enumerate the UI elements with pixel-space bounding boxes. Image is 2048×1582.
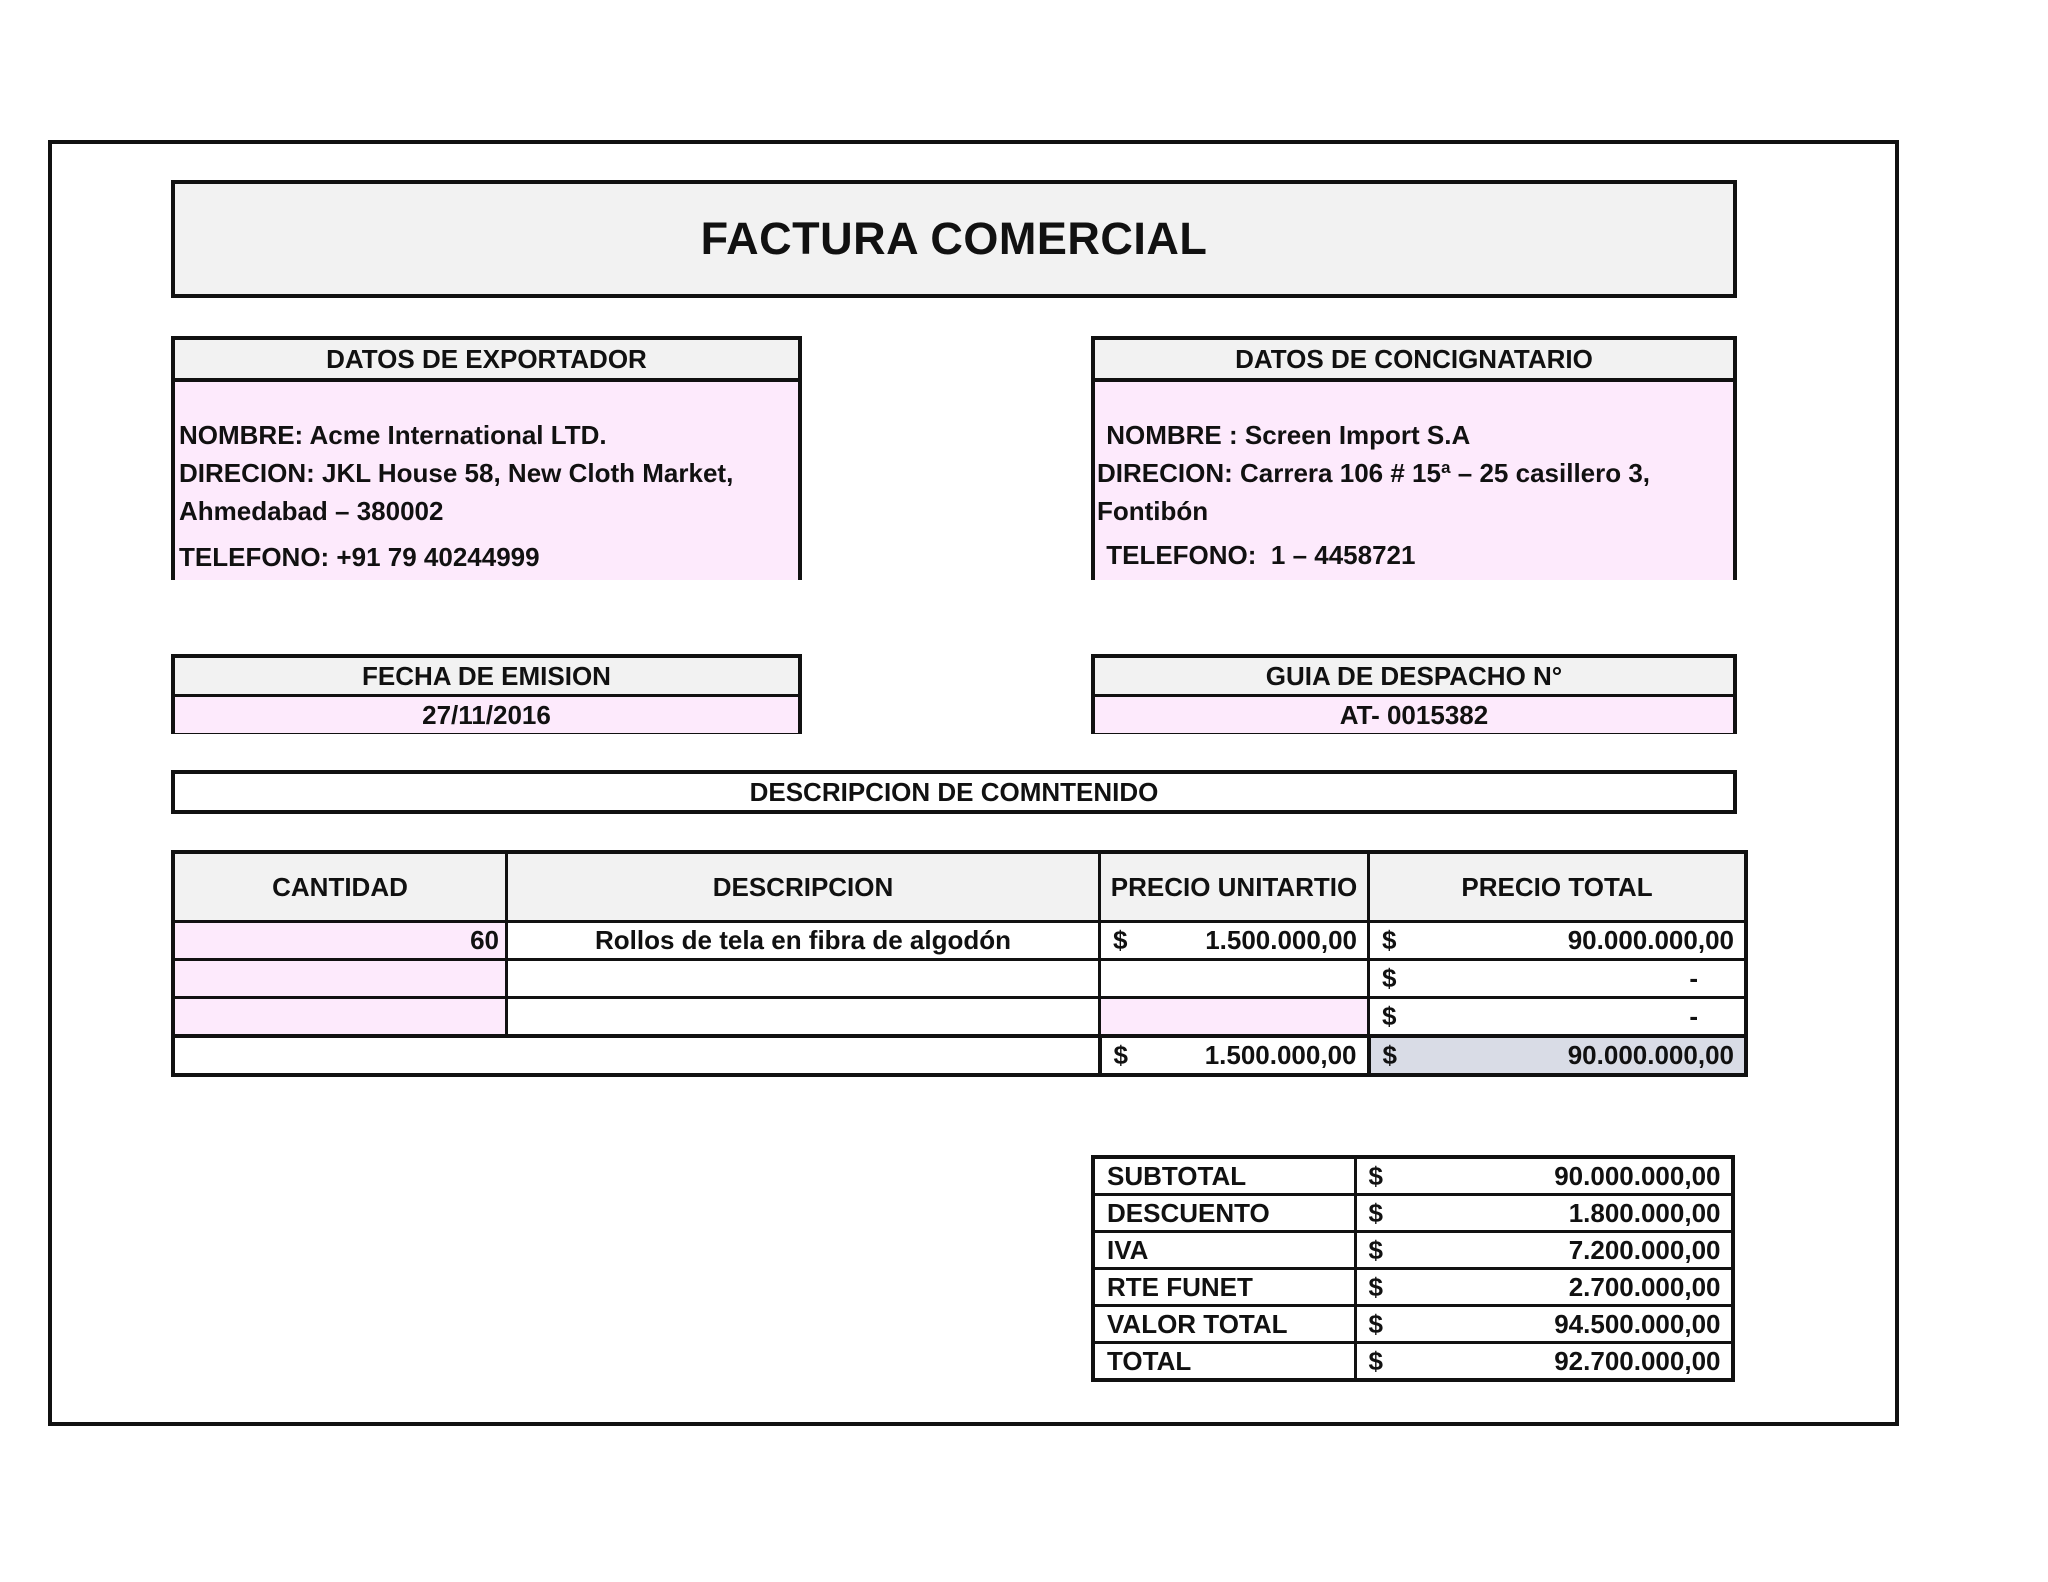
cell-cantidad: [173, 960, 507, 998]
table-row: [173, 960, 1746, 998]
guia-panel: [1091, 654, 1737, 734]
totals-row-valor-total: [1093, 1306, 1733, 1343]
valor-total-cell: [1355, 1306, 1733, 1343]
currency-symbol: $: [1368, 1160, 1383, 1191]
consignatario-direccion-2: Fontibón: [1097, 496, 1209, 526]
items-header-row: [173, 852, 1746, 922]
total-value: -: [1689, 1001, 1698, 1031]
iva-cell: [1355, 1232, 1733, 1269]
valor-total-label: VALOR TOTAL: [1093, 1306, 1355, 1343]
sum-total-value: 90.000.000,00: [1567, 1040, 1734, 1070]
cell-precio-unitario: [1100, 922, 1369, 960]
currency-symbol: $: [1382, 963, 1397, 993]
header-descripcion: DESCRIPCION: [507, 852, 1100, 922]
currency-symbol: $: [1368, 1308, 1383, 1339]
rte-funet-cell: [1355, 1269, 1733, 1306]
header-precio-unitario: PRECIO UNITARTIO: [1100, 852, 1369, 922]
exportador-telefono: TELEFONO: +91 79 40244999: [179, 542, 540, 572]
exportador-direccion-1: DIRECION: JKL House 58, New Cloth Market,: [179, 458, 734, 488]
rte-funet-value: 2.700.000,00: [1568, 1271, 1721, 1302]
consignatario-body: [1095, 382, 1733, 580]
document-title: FACTURA COMERCIAL: [171, 180, 1737, 298]
sum-empty-cell: [173, 1036, 507, 1075]
cell-precio-unitario: [1100, 998, 1369, 1037]
cell-precio-unitario: [1100, 960, 1369, 998]
cell-descripcion: [507, 960, 1100, 998]
totals-row-iva: [1093, 1232, 1733, 1269]
currency-symbol: $: [1368, 1345, 1383, 1376]
currency-symbol: $: [1382, 1001, 1397, 1031]
currency-symbol: $: [1382, 925, 1397, 955]
sum-precio-unitario: [1100, 1036, 1369, 1075]
descuento-value: 1.800.000,00: [1568, 1197, 1721, 1228]
cell-cantidad: 60: [173, 922, 507, 960]
totals-row-descuento: [1093, 1195, 1733, 1232]
sum-row: [173, 1036, 1746, 1075]
currency-symbol: $: [1368, 1271, 1383, 1302]
iva-label: IVA: [1093, 1232, 1355, 1269]
totals-row-total: [1093, 1343, 1733, 1381]
header-cantidad: CANTIDAD: [173, 852, 507, 922]
subtotal-label: SUBTOTAL: [1093, 1157, 1355, 1195]
exportador-body: [175, 382, 798, 580]
subtotal-value: 90.000.000,00: [1554, 1160, 1721, 1191]
totals-row-subtotal: [1093, 1157, 1733, 1195]
cell-precio-total: [1369, 922, 1747, 960]
currency-symbol: $: [1113, 925, 1128, 955]
exportador-heading: DATOS DE EXPORTADOR: [175, 340, 798, 382]
exportador-direccion-2: Ahmedabad – 380002: [179, 496, 444, 526]
items-table: [171, 850, 1748, 1077]
valor-total-value: 94.500.000,00: [1554, 1308, 1721, 1339]
unitario-value: 1.500.000,00: [1205, 925, 1357, 955]
iva-value: 7.200.000,00: [1568, 1234, 1721, 1265]
totals-table: [1091, 1155, 1735, 1382]
sum-empty-cell: [507, 1036, 1100, 1075]
total-final-value: 92.700.000,00: [1554, 1345, 1721, 1376]
table-row: [173, 998, 1746, 1037]
currency-symbol: $: [1368, 1197, 1383, 1228]
cell-descripcion: Rollos de tela en fibra de algodón: [507, 922, 1100, 960]
cell-descripcion: [507, 998, 1100, 1037]
descuento-label: DESCUENTO: [1093, 1195, 1355, 1232]
total-value: -: [1689, 963, 1698, 993]
cell-precio-total: [1369, 960, 1747, 998]
rte-funet-label: RTE FUNET: [1093, 1269, 1355, 1306]
exportador-nombre: NOMBRE: Acme International LTD.: [179, 420, 607, 450]
currency-symbol: $: [1382, 1040, 1397, 1070]
fecha-value: 27/11/2016: [175, 697, 798, 733]
total-value: 90.000.000,00: [1567, 925, 1734, 955]
exportador-panel: [171, 336, 802, 580]
subtotal-cell: [1355, 1157, 1733, 1195]
totals-row-rte-funet: [1093, 1269, 1733, 1306]
guia-value: AT- 0015382: [1095, 697, 1733, 733]
header-precio-total: PRECIO TOTAL: [1369, 852, 1747, 922]
currency-symbol: $: [1113, 1040, 1128, 1070]
total-cell: [1355, 1343, 1733, 1381]
consignatario-panel: [1091, 336, 1737, 580]
cell-cantidad: [173, 998, 507, 1037]
descuento-cell: [1355, 1195, 1733, 1232]
consignatario-direccion-1: DIRECION: Carrera 106 # 15ª – 25 casillero 3,: [1097, 458, 1651, 488]
sum-precio-total: [1369, 1036, 1747, 1075]
table-row: [173, 922, 1746, 960]
consignatario-heading: DATOS DE CONCIGNATARIO: [1095, 340, 1733, 382]
consignatario-nombre: NOMBRE : Screen Import S.A: [1099, 420, 1471, 450]
guia-heading: GUIA DE DESPACHO N°: [1095, 658, 1733, 697]
consignatario-telefono: TELEFONO: 1 – 4458721: [1099, 540, 1416, 570]
cell-precio-total: [1369, 998, 1747, 1037]
fecha-heading: FECHA DE EMISION: [175, 658, 798, 697]
fecha-panel: [171, 654, 802, 734]
sum-unitario-value: 1.500.000,00: [1204, 1040, 1357, 1070]
currency-symbol: $: [1368, 1234, 1383, 1265]
total-label: TOTAL: [1093, 1343, 1355, 1381]
descripcion-heading: DESCRIPCION DE COMNTENIDO: [171, 770, 1737, 814]
